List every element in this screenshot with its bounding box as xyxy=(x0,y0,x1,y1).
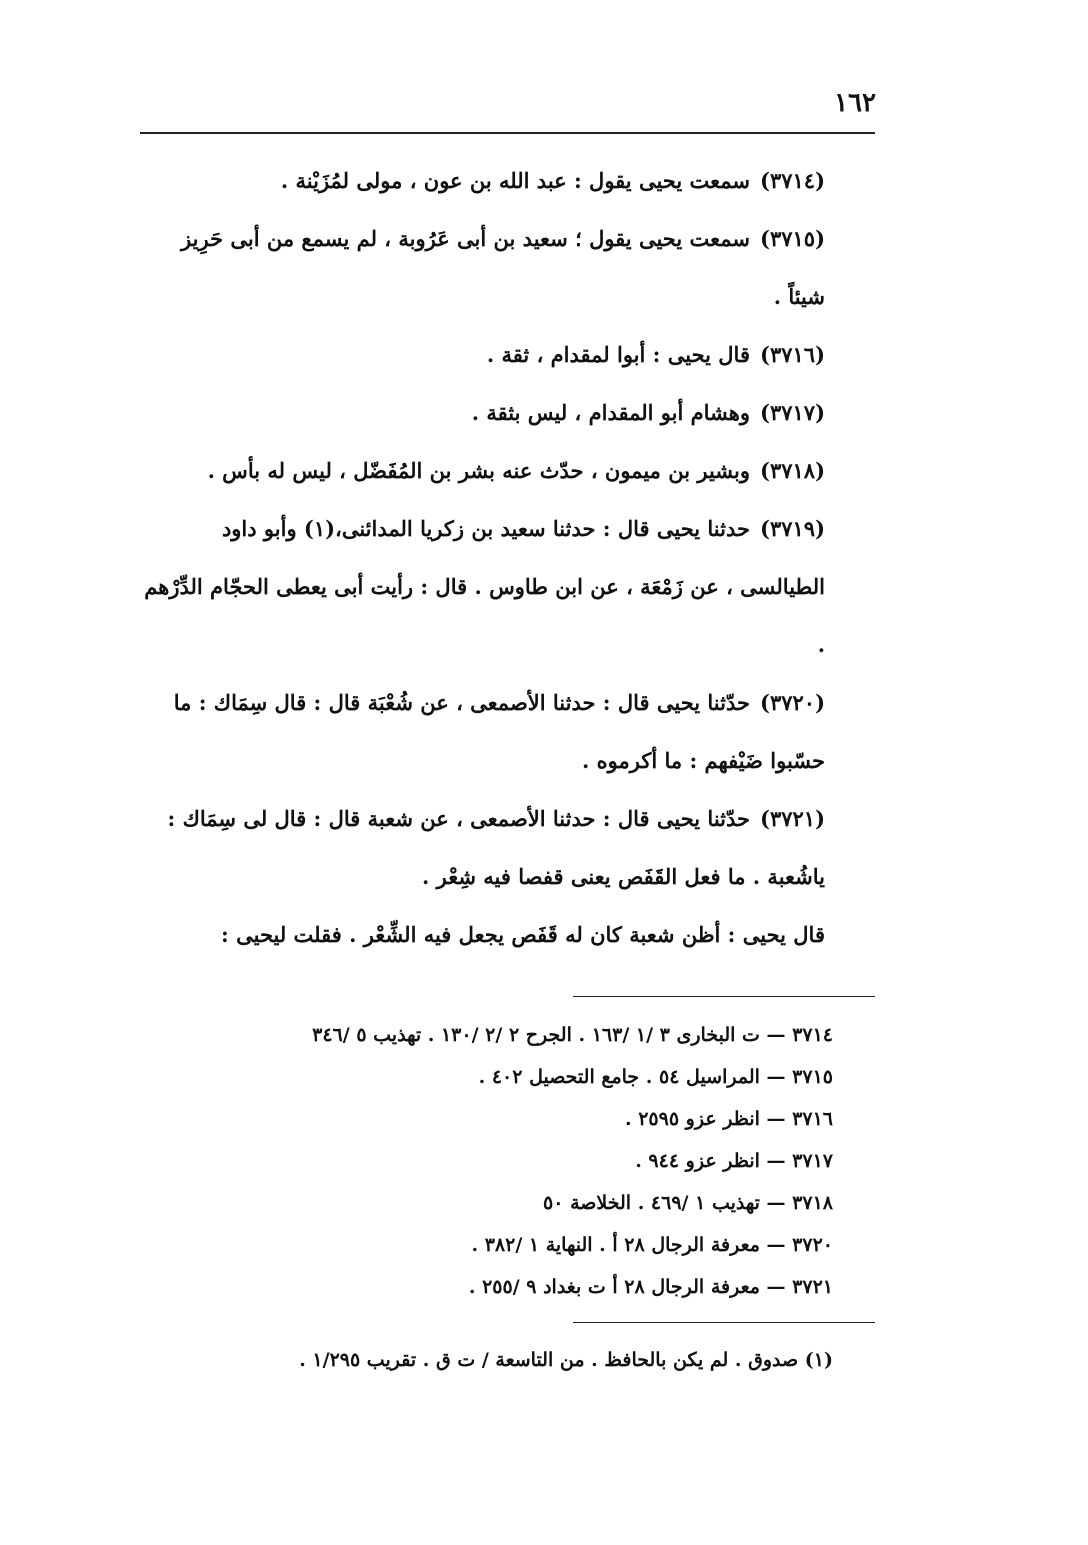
paragraph-continuation xyxy=(138,906,873,964)
reference-item xyxy=(138,1266,833,1308)
entry-number: (٣٧١٦) xyxy=(760,342,825,367)
references-list xyxy=(138,1014,833,1308)
entry-text: حدثنا يحيى قال : حدثنا سعيد بن زكريا المدائنى،(١) وأبو داود الطيالسى ، عن زَمْعَة ، عن ابن طاوس . قال : رأيت أبى يعطى الحجّام الدِّرْهم . xyxy=(144,516,825,657)
reference-text: انظر عزو ٩٤٤ . xyxy=(635,1150,760,1172)
reference-dash: — xyxy=(766,1108,786,1130)
page-number: ١٦٢ xyxy=(834,88,876,118)
reference-text: معرفة الرجال ٢٨ أ . النهاية ١ /٣٨٢ . xyxy=(471,1234,760,1256)
reference-text: المراسيل ٥٤ . جامع التحصيل ٤٠٢ . xyxy=(478,1066,760,1088)
entry-number: (٣٧١٩) xyxy=(760,516,825,541)
entry-number: (٣٧٢٠) xyxy=(760,690,825,715)
entry-number: (٣٧٢١) xyxy=(760,806,825,831)
entry-text: حدّثنا يحيى قال : حدثنا الأصمعى ، عن شُعْبَة قال : قال سِمَاك : ما حسّبوا ضَيْفهم : ما أكرموه . xyxy=(173,690,825,773)
reference-item xyxy=(138,1098,833,1140)
entry-number: (٣٧١٨) xyxy=(760,458,825,483)
reference-item xyxy=(138,1182,833,1224)
paragraph-3718 xyxy=(138,442,873,500)
paragraph-3719 xyxy=(138,500,873,674)
footnote: (١) صدوق . لم يكن بالحافظ . من التاسعة / ت ق . تقريب ١/٢٩٥ . xyxy=(299,1349,833,1371)
paragraph-3716 xyxy=(138,326,873,384)
paragraph-3717 xyxy=(138,384,873,442)
reference-text: معرفة الرجال ٢٨ أ ت بغداد ٩ /٢٥٥ . xyxy=(468,1276,760,1298)
reference-text: تهذيب ١ /٤٦٩ . الخلاصة ٥٠ xyxy=(543,1192,760,1214)
entry-text: حدّثنا يحيى قال : حدثنا الأصمعى ، عن شعبة قال : قال لى سِمَاك : ياشُعبة . ما فعل القَفَص يعنى قفصا فيه شِعْر . xyxy=(167,806,825,889)
entry-text: سمعت يحيى يقول : عبد الله بن عون ، مولى لمُزَيْنة . xyxy=(280,168,750,193)
entry-text: قال يحيى : أبوا لمقدام ، ثقة . xyxy=(486,342,750,367)
reference-number: ٣٧١٦ xyxy=(792,1108,833,1130)
entry-number: (٣٧١٤) xyxy=(760,168,825,193)
header-rule xyxy=(140,132,875,134)
reference-dash: — xyxy=(766,1234,786,1256)
reference-item xyxy=(138,1014,833,1056)
entry-text: قال يحيى : أظن شعبة كان له قَفَص يجعل فيه الشِّعْر . فقلت ليحيى : xyxy=(221,922,825,947)
reference-dash: — xyxy=(766,1066,786,1088)
references-rule xyxy=(573,996,875,997)
reference-text: ت البخارى ٣ /١ /١٦٣ . الجرح ٢ /٢ /١٣٠ . تهذيب ٥ /٣٤٦ xyxy=(312,1024,760,1046)
reference-number: ٣٧١٨ xyxy=(792,1192,833,1214)
reference-text: انظر عزو ٢٥٩٥ . xyxy=(624,1108,760,1130)
reference-number: ٣٧١٥ xyxy=(792,1066,833,1088)
entry-number: (٣٧١٧) xyxy=(760,400,825,425)
paragraph-3714 xyxy=(138,152,873,210)
paragraph-3720 xyxy=(138,674,873,790)
reference-number: ٣٧٢٠ xyxy=(792,1234,833,1256)
paragraph-3721 xyxy=(138,790,873,906)
reference-dash: — xyxy=(766,1150,786,1172)
entry-text: وبشير بن ميمون ، حدّث عنه بشر بن المُفَضّل ، ليس له بأس . xyxy=(207,458,750,483)
entry-number: (٣٧١٥) xyxy=(760,226,825,251)
main-text xyxy=(138,152,873,964)
reference-number: ٣٧١٤ xyxy=(792,1024,833,1046)
reference-dash: — xyxy=(766,1024,786,1046)
paragraph-3715 xyxy=(138,210,873,326)
footnote-rule xyxy=(573,1322,875,1323)
reference-item xyxy=(138,1056,833,1098)
entry-text: وهشام أبو المقدام ، ليس بثقة . xyxy=(471,400,750,425)
reference-number: ٣٧١٧ xyxy=(792,1150,833,1172)
reference-dash: — xyxy=(766,1192,786,1214)
reference-dash: — xyxy=(766,1276,786,1298)
entry-text: سمعت يحيى يقول ؛ سعيد بن أبى عَرُوبة ، لم يسمع من أبى حَرِيز شيئاً . xyxy=(181,226,825,309)
reference-item xyxy=(138,1224,833,1266)
reference-number: ٣٧٢١ xyxy=(792,1276,833,1298)
reference-item xyxy=(138,1140,833,1182)
